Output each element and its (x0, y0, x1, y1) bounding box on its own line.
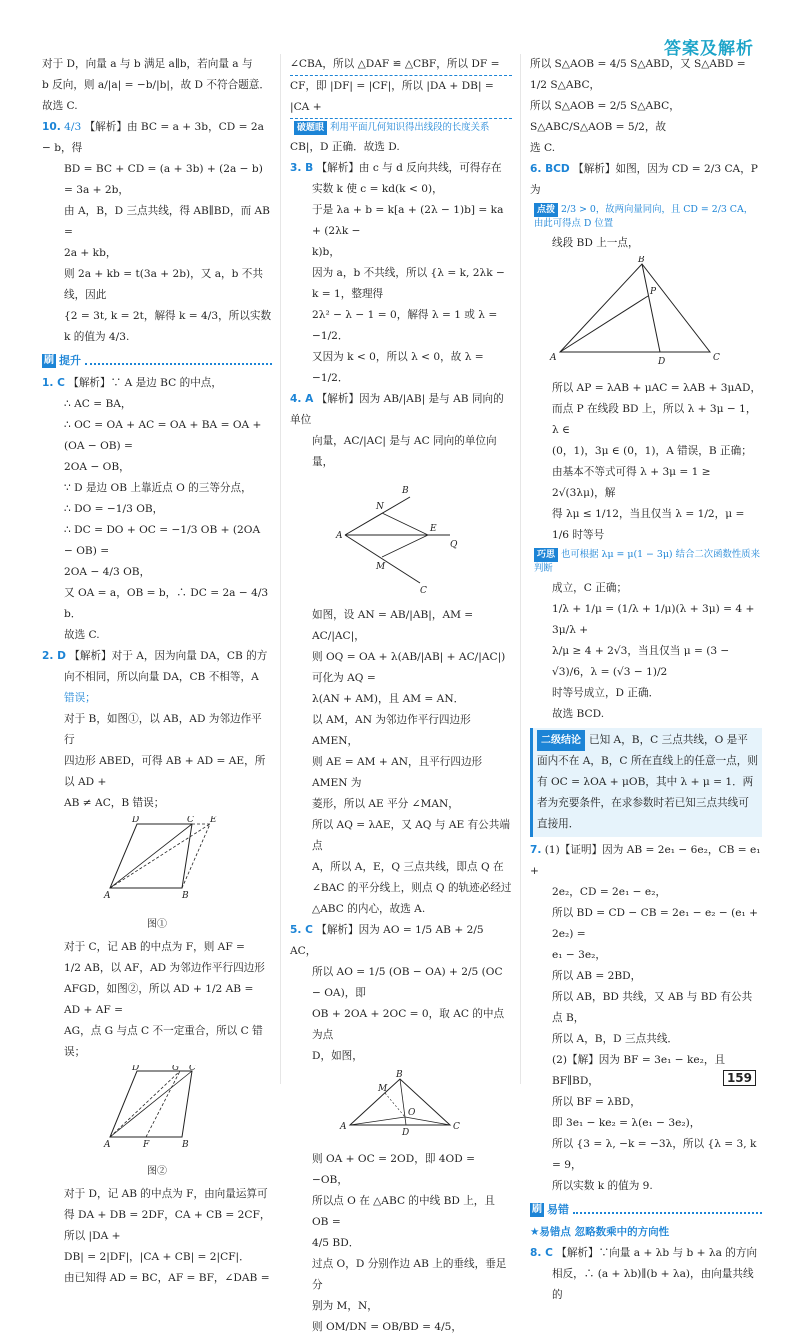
question-number: 7. (530, 844, 542, 856)
question-2: 2. D 【解析】对于 A，因为向量 DA，CB 的方 (42, 650, 268, 662)
figure-q6 (530, 256, 762, 376)
svg-text:C: C (453, 1122, 460, 1132)
text-line: 故选 C. (42, 100, 78, 112)
text-line: ∴ OC = OA + AC = OA + BA = OA + (OA − OB) = (64, 419, 262, 452)
question-4: 4. A 【解析】因为 AB/|AB| 是与 AB 同向的单位 (290, 393, 504, 426)
section-title: 易错 (547, 1203, 569, 1216)
question-10: 10. 4/3 【解析】由 BC = a + 3b，CD = 2a − b，得 (42, 121, 264, 154)
svg-text:F: F (143, 1140, 150, 1150)
text-line: λ(AN + AM)，且 AM = AN． (312, 693, 465, 705)
text-line: 错误； (64, 692, 96, 704)
svg-text:B: B (402, 486, 409, 496)
text-line: 所以 AQ = λAE，又 AQ 与 AE 有公共端点 (312, 819, 510, 852)
text-line: 实数 k 使 c = kd(k < 0)， (312, 183, 443, 195)
svg-text:A: A (104, 891, 111, 901)
svg-text:P: P (650, 287, 657, 297)
question-3: 3. B 【解析】由 c 与 d 反向共线，可得存在 (290, 162, 502, 174)
box-tag: 二级结论 (537, 730, 585, 751)
text-line: 又因为 k < 0，所以 λ < 0，故 λ = −1/2． (312, 351, 484, 384)
figure-2 (42, 1065, 272, 1182)
text-line: 成立，C 正确； (552, 582, 628, 594)
header-title: 答案及解析 (664, 39, 754, 59)
text-line: 则 AE = AM + AN，且平行四边形 AMEN 为 (312, 756, 483, 789)
figure-q5 (290, 1069, 512, 1147)
brush-icon: 刷 (532, 1203, 542, 1215)
svg-text:A: A (340, 1122, 347, 1132)
question-number: 1. C (42, 377, 65, 389)
text-line: AG，点 G 与点 C 不一定重合，所以 C 错误； (64, 1025, 263, 1058)
text-line: 因为 a，b 不共线，所以 {λ = k, 2λk − k = 1，整理得 (312, 267, 505, 300)
svg-text:Q: Q (450, 540, 458, 550)
note-tag: 点拨 (534, 203, 558, 217)
question-number: 2. D (42, 650, 66, 662)
text-line: 故选 BCD. (552, 708, 605, 720)
svg-text:E: E (430, 524, 437, 534)
text-line: e₁ − 3e₂， (552, 949, 606, 961)
svg-text:N: N (376, 502, 384, 512)
text-line: 所以 A，B，D 三点共线． (552, 1033, 679, 1045)
text-line: 菱形，所以 AE 平分 ∠MAN， (312, 798, 459, 810)
column-divider (280, 54, 281, 1084)
svg-text:M: M (376, 562, 386, 572)
figure-1 (42, 816, 272, 935)
text-line: {2 = 3t, k = 2t，解得 k = 4/3，所以实数 k 的值为 4/3. (64, 310, 272, 343)
text-line: 所以 AP = λAB + μAC = λAB + 3μAD， (552, 382, 762, 394)
text-line: b 反向，则 a/|a| = −b/|b|，故 D 不符合题意． (42, 79, 270, 91)
text-line: 2OA − 4/3 OB， (64, 566, 151, 578)
text-line: 而点 P 在线段 BD 上，所以 λ + 3μ − 1，λ ∈ (552, 403, 757, 436)
text-line: ∠CBA，所以 △DAF ≌ △CBF，所以 DF = (290, 54, 512, 76)
text-line: (2)【解】因为 BF = 3e₁ − ke₂，且 BF∥BD， (552, 1054, 726, 1087)
text-line: ∴ DC = DO + OC = −1/3 OB + (2OA − OB) = (64, 524, 261, 557)
question-5: 5. C 【解析】因为 AO = 1/5 AB + 2/5 AC， (290, 924, 484, 957)
text-line: 所以 AB，BD 共线，又 AB 与 BD 有公共 (552, 991, 753, 1003)
figure-caption: 图① (147, 919, 167, 930)
column-1 (42, 54, 272, 1289)
text-line: 所以实数 k 的值为 9. (552, 1180, 653, 1192)
text-line: 故选 C. (64, 629, 100, 641)
column-2 (290, 54, 512, 1338)
text-line: 所以 AO = 1/5 (OB − OA) + 2/5 (OC − OA)，即 (312, 966, 503, 999)
text-line: 2a + kb， (64, 247, 117, 259)
text-line: BD = BC + CD = (a + 3b) + (2a − b) = 3a + 2b， (64, 163, 263, 196)
text-line: 向量，AC/|AC| 是与 AC 同向的单位向量， (312, 435, 497, 468)
question-6: 6. BCD 【解析】如图，因为 CD = 2/3 CA，P 为 (530, 163, 758, 196)
svg-text:A: A (104, 1140, 111, 1150)
text-line: D，如图， (312, 1050, 363, 1062)
svg-text:B: B (182, 891, 189, 901)
text-line: 所以点 O 在 △ABC 的中线 BD 上，且 OB = (312, 1195, 495, 1228)
note-qiaosi: 巧思 也可根据 λμ = μ(1 − 3μ) 结合二次函数性质来判断 (534, 549, 760, 574)
text-line: (0，1)，3μ ∈ (0，1)，A 错误，B 正确； (552, 445, 752, 457)
svg-text:A: A (336, 531, 343, 541)
text-line: 相反，∴ (a + λb)∥(b + λa)，由向量共线的 (552, 1268, 754, 1301)
svg-text:B: B (182, 1140, 189, 1150)
text-line: λ/μ ≥ 4 + 2√3，当且仅当 μ = (3 − √3)/6，λ = (√3 − 1)/2 (552, 645, 730, 678)
text-line: 所以 AB = 2BD， (552, 970, 642, 982)
question-number: 10. (42, 121, 61, 133)
svg-text:A: A (550, 353, 557, 363)
svg-text:C: C (189, 1065, 196, 1073)
text-line: 对于 D，记 AB 的中点为 F，由向量运算可 (64, 1188, 268, 1200)
column-divider (520, 54, 521, 1084)
section-yicuo (530, 1199, 762, 1220)
dotted-rule (85, 357, 272, 365)
column-3 (530, 54, 762, 1306)
text-line: CF，即 |DF| = |CF|，所以 |DA + DB| = |CA + (290, 76, 512, 119)
figure-q4 (290, 475, 512, 603)
text-line: k)b， (312, 246, 340, 258)
svg-text:B: B (396, 1070, 403, 1080)
text-line: 线段 BD 上一点， (552, 237, 639, 249)
question-number: 5. C (290, 924, 313, 936)
question-number: 6. BCD (530, 163, 570, 175)
text-line: OB + 2OA + 2OC = 0，取 AC 的中点为点 (312, 1008, 505, 1041)
text-line: 2λ² − λ − 1 = 0，解得 λ = 1 或 λ = −1/2． (312, 309, 498, 342)
text-line: 四边形 ABED，可得 AB + AD = AE，所以 AD + (64, 755, 266, 788)
text-line: 别为 M，N， (312, 1300, 378, 1312)
svg-text:D: D (132, 816, 140, 825)
section-title: 提升 (59, 354, 81, 367)
text-line: ∠BAC 的平分线上，则点 Q 的轨迹必经过 (312, 882, 512, 894)
question-1: 1. C 【解析】∵ A 是边 BC 的中点， (42, 377, 222, 389)
text-line: 由已知得 AD = BC，AF = BF，∠DAB = (64, 1272, 270, 1284)
question-8: 8. C 【解析】∵向量 a + λb 与 b + λa 的方向 (530, 1247, 758, 1259)
error-point: ★易错点 忽略数乘中的方向性 (530, 1226, 670, 1238)
text-line: AFGD，如图②，所以 AD + 1/2 AB = AD + AF = (64, 983, 254, 1016)
answer: 4/3 (64, 121, 82, 133)
text-line: 所以 BD = CD − CB = 2e₁ − e₂ − (e₁ + 2e₂) = (552, 907, 759, 940)
text-line: 选 C. (530, 142, 556, 154)
text-line: 对于 B，如图①，以 AB，AD 为邻边作平行 (64, 713, 262, 746)
text-line: CB|，D 正确．故选 D. (290, 141, 400, 153)
text-line: 1/2 AB，以 AF，AD 为邻边作平行四边形 (64, 962, 265, 974)
text-line: 所以 BF = λBD， (552, 1096, 641, 1108)
text-line: 由基本不等式可得 λ + 3μ = 1 ≥ 2√(3λμ)，解 (552, 466, 711, 499)
svg-text:C: C (420, 586, 427, 595)
page-number: 159 (723, 1070, 756, 1086)
text-line: 时等号成立，D 正确． (552, 687, 660, 699)
text-line: 又 OA = a，OB = b，∴ DC = 2a − 4/3 b． (64, 587, 269, 620)
svg-text:C: C (187, 816, 194, 825)
brush-icon: 刷 (44, 354, 54, 366)
text-line: 得 λμ ≤ 1/12，当且仅当 λ = 1/2，μ = 1/6 时等号 (552, 508, 745, 541)
question-number: 4. A (290, 393, 314, 405)
question-number: 8. C (530, 1247, 553, 1259)
text-line: 以 AM，AN 为邻边作平行四边形 AMEN， (312, 714, 471, 747)
note-potiyan: 破题眼 利用平面几何知识得出线段的长度关系 (294, 121, 512, 135)
text-line: 对于 C，记 AB 的中点为 F，则 AF = (64, 941, 245, 953)
text-line: 2OA − OB， (64, 461, 130, 473)
text-line: ∴ AC = BA， (64, 398, 132, 410)
note-tag: 巧思 (534, 548, 558, 562)
figure-caption: 图② (147, 1166, 167, 1177)
text-line: 所以 S△AOB = 2/5 S△ABC，S△ABC/S△AOB = 5/2，故 (530, 100, 680, 133)
text-line: 则 OA + OC = 2OD，即 4OD = −OB， (312, 1153, 475, 1186)
svg-text:B: B (638, 256, 645, 265)
svg-text:O: O (408, 1108, 416, 1118)
svg-text:M: M (378, 1084, 388, 1094)
text-line: 则 OQ = OA + λ(AB/|AB| + AC/|AC|) 可化为 AQ = (312, 651, 506, 684)
text-line: 4/5 BD． (312, 1237, 360, 1249)
text-line: 所以 S△AOB = 4/5 S△ABD，又 S△ABD = 1/2 S△ABC， (530, 58, 746, 91)
question-number: 3. B (290, 162, 314, 174)
svg-text:D: D (658, 357, 666, 367)
note-dianbo: 点拨 2/3 > 0，故两向量同向，且 CD = 2/3 CA，由此可得点 D 位置 (534, 204, 754, 229)
text-line: 于是 λa + b = k[a + (2λ − 1)b] = ka + (2λk − (312, 204, 504, 237)
svg-text:C: C (713, 353, 720, 363)
text-line: 过点 O，D 分别作边 AB 上的垂线，垂足分 (312, 1258, 507, 1291)
section-tisheng (42, 350, 272, 371)
text-line: 2e₂，CD = 2e₁ − e₂， (552, 886, 667, 898)
text-line: 即 3e₁ − ke₂ = λ(e₁ − 3e₂)， (552, 1117, 701, 1129)
text-line: △ABC 的内心，故选 A. (312, 903, 426, 915)
text-line: 则 OM/DN = OB/BD = 4/5， (312, 1321, 463, 1333)
text-line: 如图，设 AN = AB/|AB|，AM = AC/|AC|， (312, 609, 474, 642)
text-line: DB| = 2|DF|，|CA + CB| = 2|CF|． (64, 1251, 250, 1263)
text-line: ∴ DO = −1/3 OB， (64, 503, 164, 515)
note-tag: 破题眼 (294, 121, 327, 135)
text-line: 1/λ + 1/μ = (1/λ + 1/μ)(λ + 3μ) = 4 + 3μ/λ + (552, 603, 755, 636)
svg-text:D: D (132, 1065, 140, 1073)
dotted-rule (573, 1206, 762, 1214)
text-line: 对于 D，向量 a 与 b 满足 a∥b，若向量 a 与 (42, 58, 253, 70)
question-7: 7. (1)【证明】因为 AB = 2e₁ − 6e₂，CB = e₁ + (530, 844, 761, 877)
text-line: 得 DA + DB = 2DF，CA + CB = 2CF，所以 |DA + (64, 1209, 271, 1242)
svg-text:D: D (402, 1128, 410, 1138)
text-line: 点 B， (552, 1012, 585, 1024)
text-line: 向不相同，所以向量 DA，CB 不相等，A (64, 671, 259, 683)
text-line: ∵ D 是边 OB 上靠近点 O 的三等分点， (64, 482, 252, 494)
text-line: A，所以 A，E，Q 三点共线，即点 Q 在 (312, 861, 504, 873)
text-line: 则 2a + kb = t(3a + 2b)，又 a，b 不共线，因此 (64, 268, 263, 301)
svg-text:E: E (210, 816, 217, 825)
svg-text:G: G (172, 1065, 180, 1073)
text-line: 所以 {3 = λ, −k = −3λ，所以 {λ = 3, k = 9， (552, 1138, 757, 1171)
text-line: AB ≠ AC，B 错误； (64, 797, 165, 809)
conclusion-box: 二级结论 已知 A，B，C 三点共线，O 是平面内不在 A，B，C 所在直线上的任意一点，则有 OC = λOA + μOB，其中 λ + μ = 1．两者为充要条件，在求参数时若已知三点共线可直接用． (530, 728, 762, 837)
text-line: 由 A，B，D 三点共线，得 AB∥BD，而 AB = (64, 205, 270, 238)
